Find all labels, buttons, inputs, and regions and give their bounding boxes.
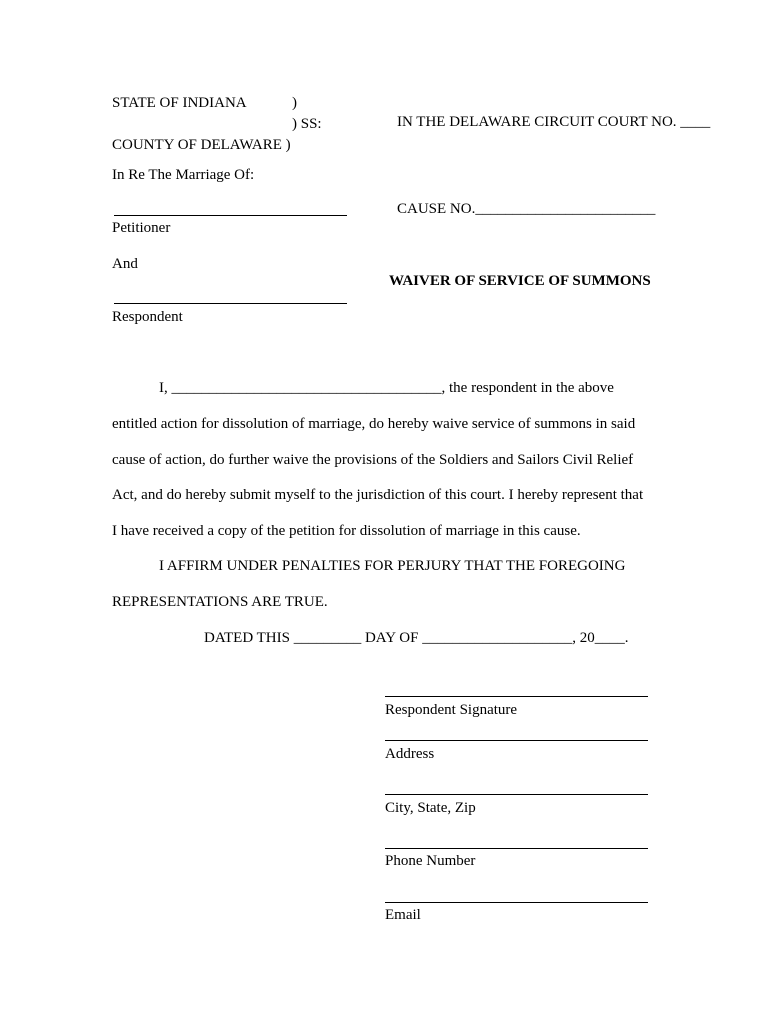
affirmation-line-1: I AFFIRM UNDER PENALTIES FOR PERJURY THAT THE FOREGOING xyxy=(159,558,626,574)
respondent-name-line[interactable] xyxy=(114,303,347,304)
phone-line[interactable] xyxy=(385,848,648,849)
document-title: WAIVER OF SERVICE OF SUMMONS xyxy=(389,273,651,289)
respondent-label: Respondent xyxy=(112,309,183,325)
affirmation-line-2: REPRESENTATIONS ARE TRUE. xyxy=(112,594,328,610)
petitioner-label: Petitioner xyxy=(112,220,171,236)
address-line[interactable] xyxy=(385,740,648,741)
body-line-2: entitled action for dissolution of marriage, do hereby waive service of summons in said xyxy=(112,416,636,432)
city-state-zip-label: City, State, Zip xyxy=(385,800,476,816)
and-label: And xyxy=(112,256,138,272)
cause-number: CAUSE NO.________________________ xyxy=(397,201,656,217)
phone-label: Phone Number xyxy=(385,853,476,869)
petitioner-name-line[interactable] xyxy=(114,215,347,216)
body-line-3: cause of action, do further waive the provisions of the Soldiers and Sailors Civil Relief xyxy=(112,452,634,468)
state-label: STATE OF INDIANA xyxy=(112,95,247,111)
body-line-5: I have received a copy of the petition for dissolution of marriage in this cause. xyxy=(112,523,581,539)
email-line[interactable] xyxy=(385,902,648,903)
dated-line: DATED THIS _________ DAY OF ____________________, 20____. xyxy=(204,630,629,646)
body-line-4: Act, and do hereby submit myself to the jurisdiction of this court. I hereby represent that xyxy=(112,487,644,503)
ss-label: ) SS: xyxy=(292,116,322,132)
email-label: Email xyxy=(385,907,421,923)
address-label: Address xyxy=(385,746,435,762)
body-line-1-prefix: I, xyxy=(159,380,172,396)
court-label: IN THE DELAWARE CIRCUIT COURT NO. ____ xyxy=(397,114,711,130)
body-line-1-suffix: , the respondent in the above xyxy=(441,380,614,396)
county-label: COUNTY OF DELAWARE ) xyxy=(112,137,291,153)
city-state-zip-line[interactable] xyxy=(385,794,648,795)
body-line-1 xyxy=(159,379,614,397)
caption-paren: ) xyxy=(292,95,297,111)
signature-line[interactable] xyxy=(385,696,648,697)
respondent-name-blank[interactable]: ____________________________________ xyxy=(171,380,442,396)
signature-label: Respondent Signature xyxy=(385,702,518,718)
in-re-label: In Re The Marriage Of: xyxy=(112,167,255,183)
